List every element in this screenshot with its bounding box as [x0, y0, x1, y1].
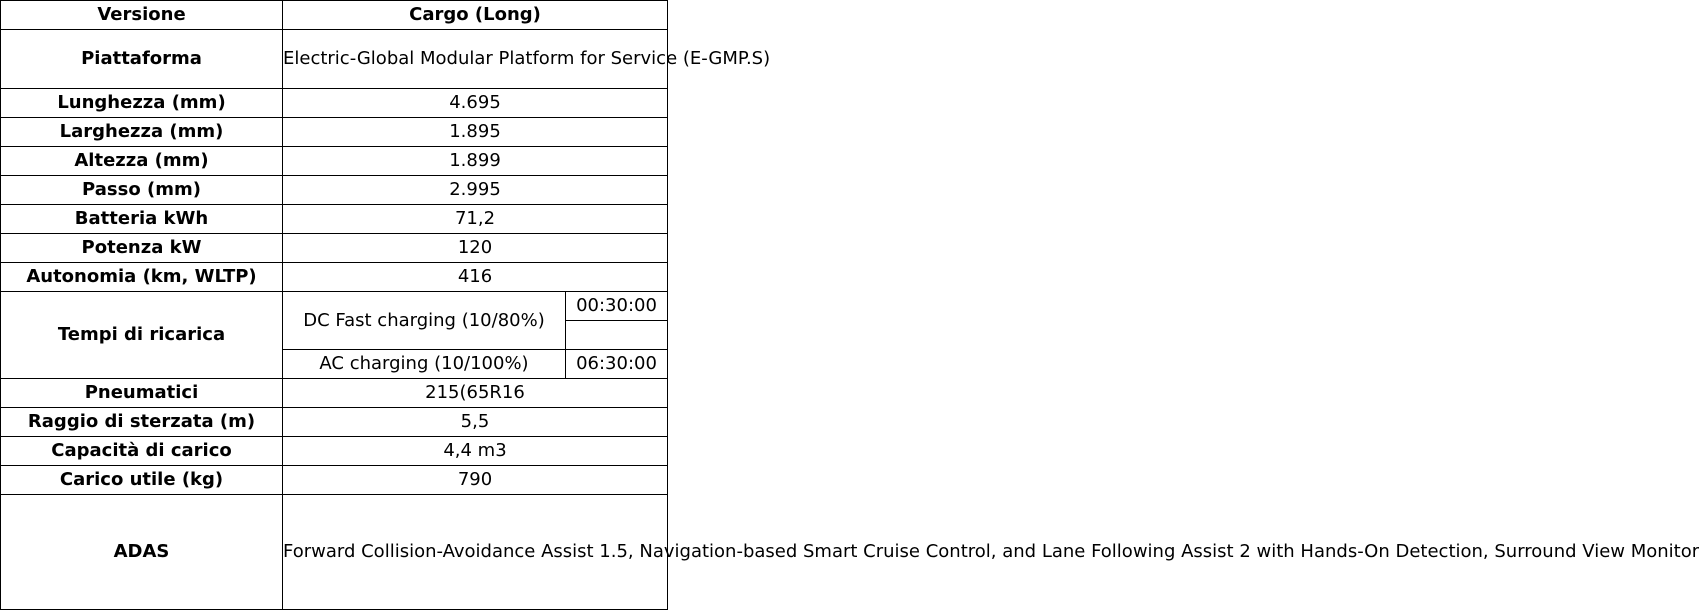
- row-label: Passo (mm): [1, 176, 283, 205]
- dc-charging-label: DC Fast charging (10/80%): [283, 292, 566, 350]
- adas-value: Forward Collision-Avoidance Assist 1.5, Navigation-based Smart Cruise Control, and Lane Following Assist 2 with Hands-On Detection, Surround View Monitor: [283, 495, 668, 610]
- table-row: [1, 234, 668, 263]
- row-label: Carico utile (kg): [1, 466, 283, 495]
- table-row: [1, 466, 668, 495]
- row-label: Capacità di carico: [1, 437, 283, 466]
- dc-charging-time: 00:30:00: [566, 292, 668, 321]
- row-label: Raggio di sterzata (m): [1, 408, 283, 437]
- row-label: Piattaforma: [1, 30, 283, 89]
- row-value: 5,5: [283, 408, 668, 437]
- row-value: 120: [283, 234, 668, 263]
- row-label: Pneumatici: [1, 379, 283, 408]
- table-row: [1, 205, 668, 234]
- row-value: 790: [283, 466, 668, 495]
- row-value: 215(65R16: [283, 379, 668, 408]
- table-row: [1, 408, 668, 437]
- table-row: [1, 118, 668, 147]
- table-row: [1, 176, 668, 205]
- row-value: Electric-Global Modular Platform for Service (E-GMP.S): [283, 30, 668, 89]
- ac-charging-label: AC charging (10/100%): [283, 350, 566, 379]
- row-value: 1.899: [283, 147, 668, 176]
- adas-row: [1, 495, 668, 610]
- table-row: [1, 147, 668, 176]
- table-row: [1, 263, 668, 292]
- header-version: Versione: [1, 1, 283, 30]
- table-row: [1, 379, 668, 408]
- ac-charging-time: 06:30:00: [566, 350, 668, 379]
- row-value: 1.895: [283, 118, 668, 147]
- charging-label: Tempi di ricarica: [1, 292, 283, 379]
- charging-row-dc: [1, 292, 668, 321]
- row-value: 4.695: [283, 89, 668, 118]
- table-row: [1, 89, 668, 118]
- row-value: 416: [283, 263, 668, 292]
- adas-label: ADAS: [1, 495, 283, 610]
- table-row: [1, 437, 668, 466]
- row-value: 4,4 m3: [283, 437, 668, 466]
- row-label: Batteria kWh: [1, 205, 283, 234]
- table-row: [1, 30, 668, 89]
- row-label: Altezza (mm): [1, 147, 283, 176]
- row-label: Lunghezza (mm): [1, 89, 283, 118]
- empty-cell: [566, 321, 668, 350]
- row-value: 2.995: [283, 176, 668, 205]
- row-label: Larghezza (mm): [1, 118, 283, 147]
- header-row: [1, 1, 668, 30]
- row-label: Potenza kW: [1, 234, 283, 263]
- header-model: Cargo (Long): [283, 1, 668, 30]
- row-value: 71,2: [283, 205, 668, 234]
- row-label: Autonomia (km, WLTP): [1, 263, 283, 292]
